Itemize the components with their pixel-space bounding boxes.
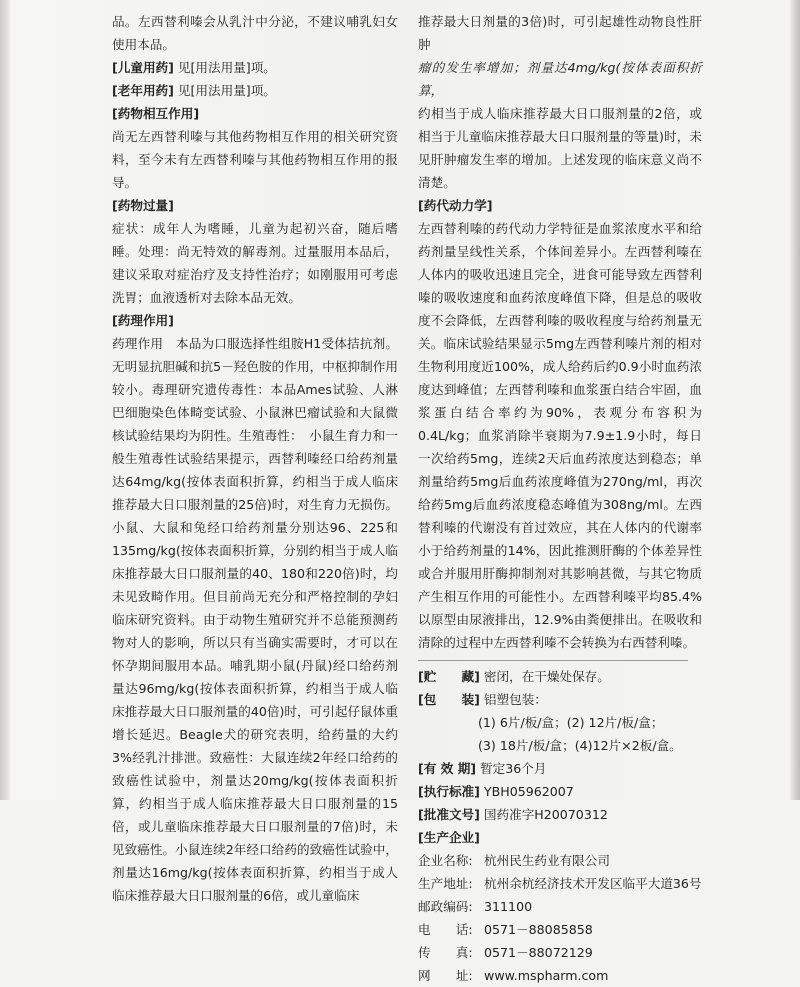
section-heading: [药物过量]: [112, 198, 174, 213]
section-text: 密闭，在干燥处保存。: [483, 669, 610, 684]
paragraph: 约相当于成人临床推荐最大日口服剂量的2倍，或相当于儿童临床推荐最大日口服剂量的等量)时，未见肝肿瘤发生率的增加。上述发现的临床意义尚不清楚。: [418, 106, 702, 190]
package-option: (3) 18片/板/盒；(4)12片×2板/盒。: [478, 738, 682, 753]
section-text: 见[用法用量]项。: [177, 60, 276, 75]
right-column: [418, 10, 702, 987]
section-heading: [贮 藏]: [418, 669, 480, 684]
section-text: 左西替利嗪的药代动力学特征是血浆浓度水平和给药剂量呈线性关系，个体间差异小。左西替利嗪在人体内的吸收迅速且完全，进食可能导致左西替利嗪的吸收速度和血药浓度峰值下降，但是总的吸收度不会降低，左西替利嗪的吸收程度与给药剂量无关。临床试验结果显示5mg左西替利嗪片剂的相对生物利用度近100%，成人给药后约0.9小时血药浓度达到峰值；左西替利嗪和血浆蛋白结合牢固，血浆蛋白结合率约为90%，表观分布容积为0.4L/kg；血浆消除半衰期为7.9±1.9小时，每日一次给药5mg，连续2天后血药浓度达到稳态；单剂量给药5mg后血药浓度峰值为270ng/ml，再次给药5mg后血药浓度稳态峰值为308ng/ml。左西替利嗪的代谢没有首过效应，其在人体内的代谢率小于给药剂量的14%，因此推测肝酶的个体差异性或合并服用肝酶抑制剂对其影响甚微，与其它物质产生相互作用的可能性小。左西替利嗪平均85.4%以原型由尿液排出，12.9%由粪便排出。在吸收和清除的过程中左西替利嗪不会转换为右西替利嗪。: [418, 221, 702, 650]
section-heading: [药代动力学]: [418, 198, 493, 213]
page-fold-shadow: [0, 0, 10, 800]
address: 杭州余杭经济技术开发区临平大道36号: [484, 876, 702, 891]
section-heading: [批准文号]: [418, 807, 480, 822]
section-text: 症状：成年人为嗜睡，儿童为起初兴奋，随后嗜睡。处理：尚无特效的解毒剂。过量服用本品后，建议采取对症治疗及支持性治疗；如刚服用可考虑洗胃；血液透析对去除本品无效。: [112, 221, 398, 305]
section-heading: [药理作用]: [112, 313, 174, 328]
left-column: [112, 10, 398, 907]
section-heading: [有 效 期]: [418, 761, 477, 776]
company-name: 杭州民生药业有限公司: [484, 853, 610, 868]
page-fold-shadow: [790, 0, 800, 800]
website: www.mspharm.com: [484, 968, 609, 983]
section-text: 暂定36个月: [480, 761, 547, 776]
info-label: 网 址:: [418, 968, 473, 983]
fax-number: 0571－88072129: [484, 945, 593, 960]
section-text: 尚无左西替利嗪与其他药物相互作用的相关研究资料，至今未有左西替利嗪与其他药物相互作用的报导。: [112, 129, 398, 190]
info-label: 生产地址:: [418, 876, 473, 891]
elderly-use-section: [112, 79, 398, 102]
paragraph: 瘤的发生率增加；剂量达4mg/kg(按体表面积折算，: [418, 60, 702, 98]
section-text: 铝塑包装：: [483, 692, 547, 707]
section-text: YBH05962007: [483, 784, 574, 799]
postcode: 311100: [484, 899, 533, 914]
storage-section: [418, 665, 702, 688]
section-heading: [药物相互作用]: [112, 106, 200, 121]
section-heading: [生产企业]: [418, 830, 480, 845]
paragraph: 品。左西替利嗪会从乳汁中分泌，不建议哺乳妇女使用本品。: [112, 14, 398, 52]
section-text: 见[用法用量]项。: [177, 83, 276, 98]
section-text: 国药准字H20070312: [483, 807, 608, 822]
divider: [418, 660, 688, 661]
child-use-section: [112, 56, 398, 79]
section-text: 药理作用 本品为口服选择性组胺H1受体拮抗剂。无明显抗胆碱和抗5－羟色胺的作用，中枢抑制作用较小。毒理研究遗传毒性：本品Ames试验、人淋巴细胞染色体畸变试验、小鼠淋巴瘤试验和大鼠微核试验结果均为阴性。生殖毒性： 小鼠生育力和一般生殖毒性试验结果提示，西替利嗪经口给药剂量达64mg/kg(按体表面积折算，约相当于成人临床推荐最大日口服剂量的25倍)时，对生育力无损伤。小鼠、大鼠和兔经口给药剂量分别达96、225和135mg/kg(按体表面积折算，分别约相当于成人临床推荐最大日口服剂量的40、180和220倍)时，均未见致畸作用。但目前尚无充分和严格控制的孕妇临床研究资料。由于动物生殖研究并不总能预测药物对人的影响，所以只有当确实需要时，才可以在怀孕期间服用本品。哺乳期小鼠(丹鼠)经口给药剂量达96mg/kg(按体表面积折算，约相当于成人临床推荐最大日口服剂量的40倍)时，可引起仔鼠体重增长延迟。Beagle犬的研究表明，给药量的大约3%经乳汁排泄。致癌性：大鼠连续2年经口给药的致癌性试验中，剂量达20mg/kg(按体表面积折算，约相当于成人临床推荐最大日口服剂量的15倍，或儿童临床推荐最大日口服剂量的7倍)时，未见致癌性。小鼠连续2年经口给药的致癌性试验中，剂量达16mg/kg(按体表面积折算，约相当于成人临床推荐最大日口服剂量的6倍，或儿童临床: [112, 336, 398, 903]
validity-section: [418, 757, 702, 780]
info-label: 传 真:: [418, 945, 473, 960]
info-label: 电 话:: [418, 922, 473, 937]
approval-section: [418, 803, 702, 826]
section-heading: [执行标准]: [418, 784, 480, 799]
section-heading: [老年用药]: [112, 83, 174, 98]
info-label: 企业名称:: [418, 853, 473, 868]
phone-number: 0571－88085858: [484, 922, 593, 937]
paragraph: 推荐最大日剂量的3倍)时，可引起雄性动物良性肝肿: [418, 14, 702, 52]
info-label: 邮政编码:: [418, 899, 473, 914]
section-heading: [儿童用药]: [112, 60, 174, 75]
package-section: [418, 688, 702, 757]
package-option: (1) 6片/板/盒；(2) 12片/板/盒；: [478, 715, 664, 730]
manufacturer-info: [418, 849, 702, 987]
section-heading: [包 装]: [418, 692, 480, 707]
